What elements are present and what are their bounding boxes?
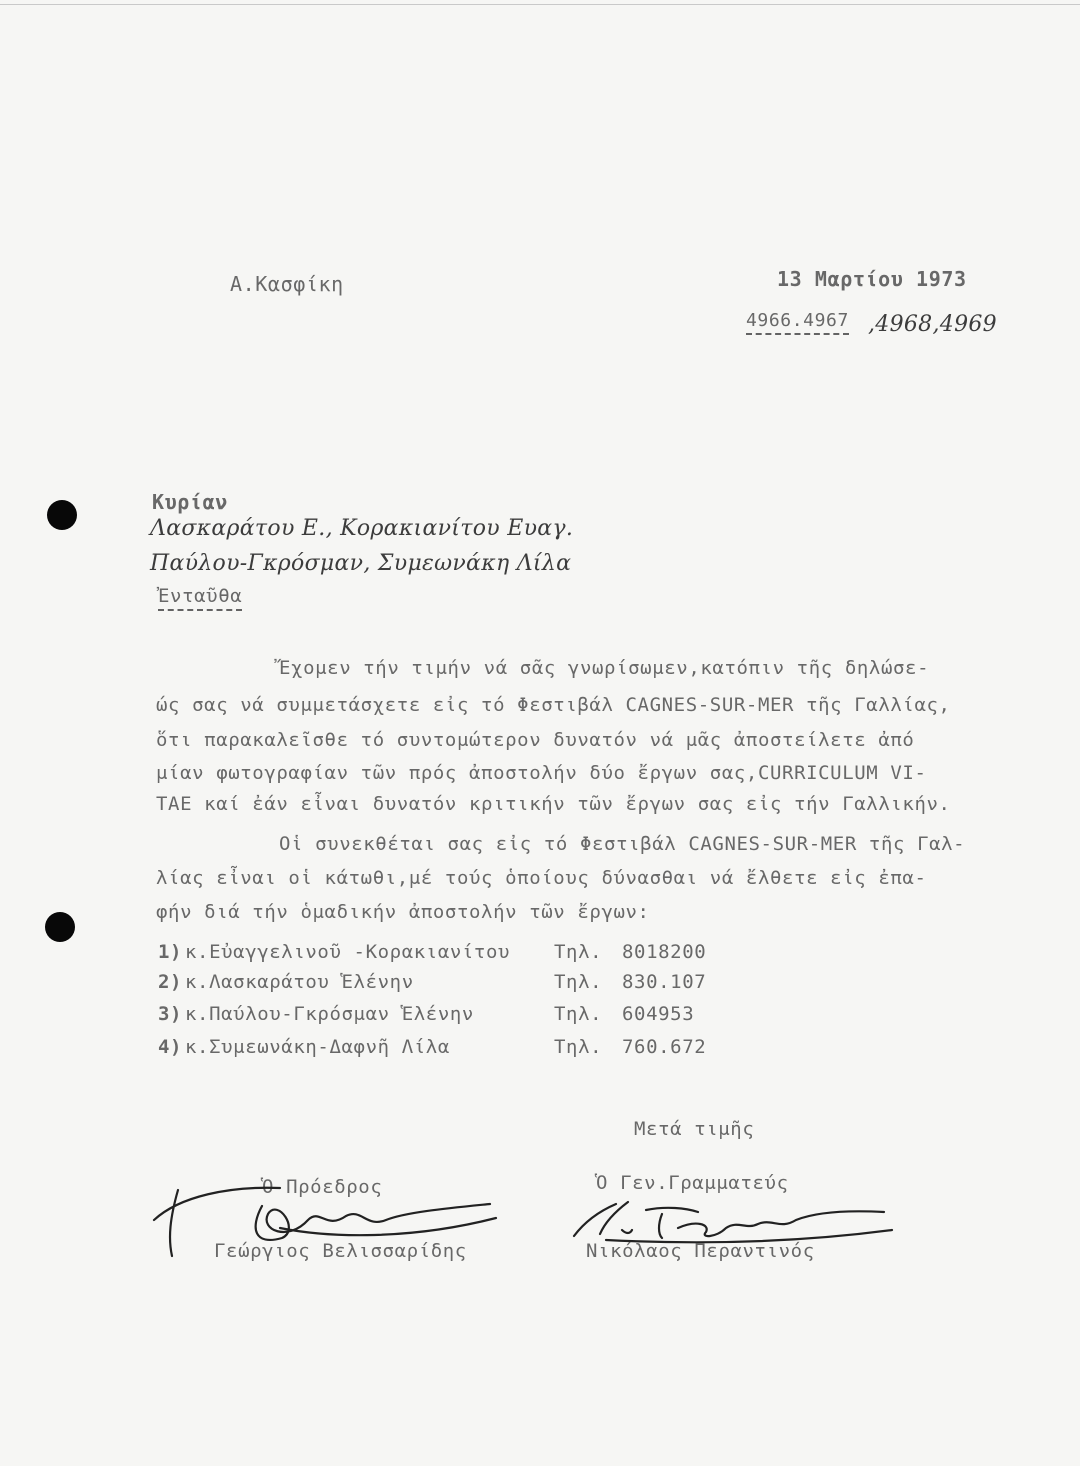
tel-number: 8018200 — [622, 941, 707, 963]
tel-number: 830.107 — [622, 971, 707, 993]
list-item-number: 1) — [158, 941, 183, 963]
list-item-number: 2) — [158, 971, 183, 993]
body-line: TAE καί ἐάν εἶναι δυνατόν κριτικήν τῶν ἔργων σας εἰς τήν Γαλλικήν. — [156, 793, 951, 815]
scan-edge — [0, 4, 1080, 5]
secretary-title: Ὁ Γεν.Γραμματεύς — [596, 1172, 789, 1194]
document-date: 13 Μαρτίου 1973 — [777, 267, 967, 291]
body-line: ὅτι παρακαλεῖσθε τό συντομώτερον δυνατόν νά μᾶς ἀποστείλετε ἀπό — [156, 729, 915, 751]
tel-label: Τηλ. — [554, 941, 603, 963]
tel-label: Τηλ. — [554, 1003, 603, 1025]
body-line: μίαν φωτογραφίαν τῶν πρός ἀποστολήν δύο ἔργων σας,CURRICULUM VI- — [156, 762, 927, 784]
list-item-number: 4) — [158, 1036, 183, 1058]
contact-name: κ.Εὐαγγελινοῦ -Κορακιανίτου — [185, 941, 511, 963]
tel-label: Τηλ. — [554, 1036, 603, 1058]
salutation: Κυρίαν — [152, 490, 228, 514]
tel-label: Τηλ. — [554, 971, 603, 993]
recipient-location: Ἐνταῦθα — [158, 585, 242, 611]
contact-name: κ.Συμεωνάκη-Δαφνῆ Λίλα — [185, 1036, 450, 1058]
president-signature — [150, 1168, 500, 1258]
list-item-number: 3) — [158, 1003, 183, 1025]
tel-number: 604953 — [622, 1003, 695, 1025]
body-line: φήν διά τήν ὁμαδικήν ἀποστολήν τῶν ἔργων: — [156, 901, 650, 923]
president-name: Γεώργιος Βελισσαρίδης — [214, 1240, 467, 1262]
recipient-handwritten-line2: Παύλου-Γκρόσμαν, Συμεωνάκη Λίλα — [150, 551, 572, 576]
body-line: λίας εἶναι οἱ κάτωθι,μέ τούς ὁποίους δύνασθαι νά ἔλθετε εἰς ἐπα- — [156, 867, 927, 889]
protocol-handwritten: ,4968,4969 — [868, 312, 997, 337]
protocol-number: 4966.4967 — [746, 310, 849, 335]
president-title: Ὁ Πρόεδρος — [262, 1176, 383, 1198]
sender-reference: Α.Κασφίκη — [230, 272, 344, 296]
punch-hole-bottom — [45, 912, 75, 942]
secretary-name: Νικόλαος Περαντινός — [586, 1240, 815, 1262]
recipient-handwritten-line1: Λασκαράτου Ε., Κορακιανίτου Ευαγ. — [150, 516, 574, 541]
tel-number: 760.672 — [622, 1036, 707, 1058]
body-line: Ἔχομεν τήν τιμήν νά σᾶς γνωρίσωμεν,κατόπιν τῆς δηλώσε- — [279, 657, 930, 679]
contact-name: κ.Λασκαράτου Ἑλένην — [185, 971, 414, 993]
body-line: Οἱ συνεκθέται σας εἰς τό Φεστιβάλ CAGNES-SUR-MER τῆς Γαλ- — [279, 833, 966, 855]
contact-name: κ.Παύλου-Γκρόσμαν Ἑλένην — [185, 1003, 474, 1025]
closing: Μετά τιμῆς — [634, 1118, 755, 1140]
punch-hole-top — [47, 500, 77, 530]
secretary-signature — [566, 1190, 896, 1260]
body-line: ώς σας νά συμμετάσχετε εἰς τό Φεστιβάλ CAGNES-SUR-MER τῆς Γαλλίας, — [156, 694, 951, 716]
